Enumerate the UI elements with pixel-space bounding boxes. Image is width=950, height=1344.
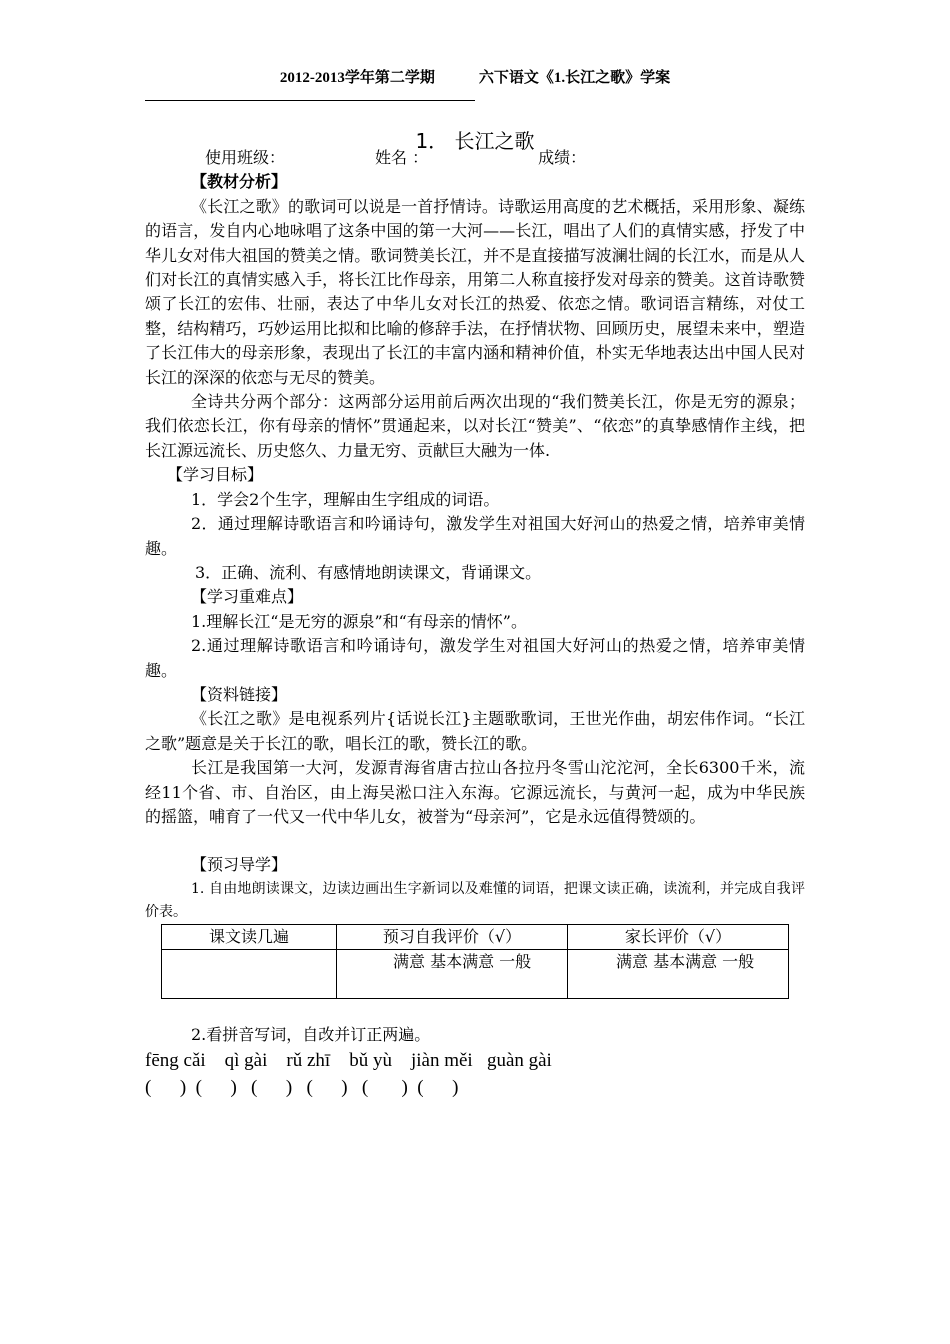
parent-rating-cell[interactable]: 满意 基本满意 一般 (568, 949, 789, 998)
analysis-paragraph-2: 全诗共分两个部分：这两部分运用前后两次出现的“我们赞美长江，你是无穷的源泉；我们依恋长江，你有母亲的情怀”贯通起来，以对长江“赞美”、“依恋”的真挚感情作主线，把长江源远流长、历史悠久、力量无穷、贡献巨大融为一体. (145, 392, 805, 460)
meta-line (145, 146, 805, 170)
resources-heading: 【资料链接】 (191, 684, 288, 704)
course-label: 六下语文《1.长江之歌》学案 (478, 70, 671, 86)
pinyin-row (145, 1047, 805, 1074)
pinyin-word: qì gài (224, 1050, 268, 1072)
term-label: 2012-2013学年第二学期 (279, 70, 435, 86)
page-title: 1． 长江之歌 (415, 129, 535, 153)
preview-heading: 【预习导学】 (191, 855, 288, 875)
key-point-item: 1.理解长江“是无穷的源泉”和“有母亲的情怀”。 (191, 611, 527, 631)
goal-item: 3．正确、流利、有感情地朗读课文，背诵课文。 (195, 562, 542, 582)
header-rule (145, 100, 475, 101)
page-header (0, 66, 950, 87)
score-label: 成绩： (538, 148, 587, 167)
preview-task-1: 1. 自由地朗读课文，边读边画出生字新词以及难懂的词语，把课文读正确，读流利，并完成自我评价表。 (145, 880, 805, 920)
resources-paragraph-1: 《长江之歌》是电视系列片{话说长江}主题歌歌词，王世光作曲，胡宏伟作词。“长江之歌”题意是关于长江的歌，唱长江的歌，赞长江的歌。 (145, 709, 805, 753)
pinyin-word: bǔ yù (349, 1050, 392, 1072)
goal-item: 1．学会2个生字，理解由生字组成的词语。 (191, 489, 500, 509)
name-label: 姓名 ： (375, 148, 429, 167)
analysis-paragraph-1: 《长江之歌》的歌词可以说是一首抒情诗。诗歌运用高度的艺术概括，采用形象、凝练的语言，发自内心地咏唱了这条中国的第一大河——长江，唱出了人们的真情实感，抒发了中华儿女对伟大祖国的赞美之情。歌词赞美长江，并不是直接描写波澜壮阔的长江水，而是从人们对长江的真情实感入手，将长江比作母亲，用第二人称直接抒发对母亲的赞美。这首诗歌赞颂了长江的宏伟、壮丽，表达了中华儿女对长江的热爱、依恋之情。歌词语言精练，对仗工整，结构精巧，巧妙运用比拟和比喻的修辞手法，在抒情状物、回顾历史，展望未来中，塑造了长江伟大的母亲形象，表现出了长江的丰富内涵和精神价值，朴实无华地表达出中国人民对长江的深深的依恋与无尽的赞美。 (145, 196, 805, 387)
pinyin-word: rǔ zhī (286, 1050, 331, 1072)
table-row (162, 949, 789, 998)
class-label: 使用班级： (205, 148, 286, 167)
pinyin-word: jiàn měi (410, 1050, 473, 1072)
table-header-cell: 课文读几遍 (162, 924, 337, 949)
answer-blanks[interactable]: ( ) ( ) ( ) ( ) ( ) ( ) (145, 1077, 459, 1099)
table-header-row (162, 924, 789, 949)
read-count-cell[interactable] (162, 949, 337, 998)
key-point-item: 2.通过理解诗歌语言和吟诵诗句，激发学生对祖国大好河山的热爱之情，培养审美情趣。 (145, 636, 805, 680)
pinyin-word: fēng cǎi (145, 1050, 206, 1072)
table-header-cell: 家长评价（√） (568, 924, 789, 949)
self-evaluation-table (161, 924, 789, 999)
goals-heading: 【学习目标】 (167, 465, 264, 485)
analysis-heading: 【教材分析】 (191, 172, 288, 192)
resources-paragraph-2: 长江是我国第一大河，发源青海省唐古拉山各拉丹冬雪山沱沱河，全长6300千米，流经11个省、市、自治区，由上海吴淞口注入东海。它源远流长，与黄河一起，成为中华民族的摇篮，哺育了一代又一代中华儿女，被誉为“母亲河”，它是永远值得赞颂的。 (145, 758, 805, 826)
pinyin-word: guàn gài (486, 1050, 552, 1072)
self-rating-cell[interactable]: 满意 基本满意 一般 (337, 949, 568, 998)
key-points-heading: 【学习重难点】 (191, 587, 304, 607)
table-header-cell: 预习自我评价（√） (337, 924, 568, 949)
goal-item: 2．通过理解诗歌语言和吟诵诗句，激发学生对祖国大好河山的热爱之情，培养审美情趣。 (145, 514, 805, 558)
document-body (145, 146, 805, 1101)
preview-task-2: 2.看拼音写词，自改并订正两遍。 (191, 1024, 431, 1044)
